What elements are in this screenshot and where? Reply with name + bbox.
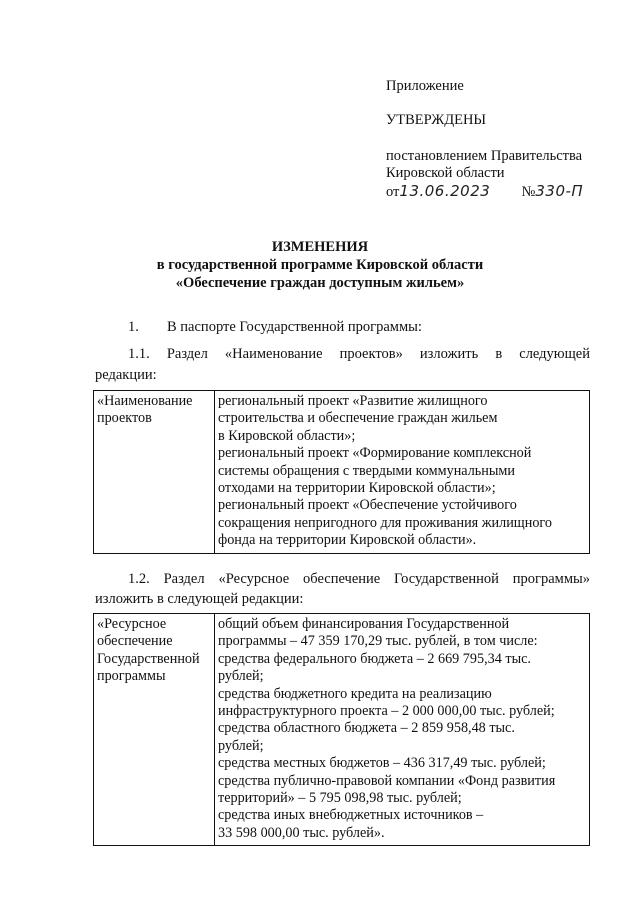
resolution-line-1: постановлением Правительства (386, 148, 583, 164)
item-1-text: В паспорте Государственной программы: (167, 319, 422, 335)
handwritten-number: 330-П (535, 182, 584, 200)
table-row (94, 391, 590, 554)
resources-label-cell: «Ресурсное обеспечение Государственной программы (94, 614, 215, 846)
resolution-date-line (386, 182, 583, 201)
handwritten-date: 13.06.2023 (399, 182, 491, 200)
item-1-1-text-line-1: 1.1. Раздел «Наименование проектов» изложить в следующей (128, 346, 590, 362)
document-title: ИЗМЕНЕНИЯ (271, 239, 369, 255)
appendix-label: Приложение (386, 78, 464, 94)
document-subtitle-line-2: «Обеспечение граждан доступным жильем» (175, 275, 465, 291)
projects-label-cell: «Наименование проектов (94, 391, 215, 554)
resources-value-cell: общий объем финансирования Государственной программы – 47 359 170,29 тыс. рублей, в том числе: средства федерального бюджета – 2 669 795,34 тыс. рублей; средства бюджетного кредита на реализацию инфраструктурного проекта – 2 000 000,00 тыс. рублей; средства областного бюджета – 2 859 958,48 тыс. рублей; средства местных бюджетов – 436 317,49 тыс. рублей; средства публично-правовой компании «Фонд развития территорий» – 5 795 098,98 тыс. рублей; средства иных внебюджетных источников – 33 598 000,00 тыс. рублей». (215, 614, 590, 846)
item-1-2-text-line-2: изложить в следующей редакции: (95, 591, 304, 607)
approved-label: УТВЕРЖДЕНЫ (386, 112, 487, 128)
projects-value-cell: региональный проект «Развитие жилищного строительства и обеспечение граждан жильем в Кировской области»; региональный проект «Формирование комплексной системы обращения с твердыми коммунальными отходами на территории Кировской области»; региональный проект «Обеспечение устойчивого сокращения непригодного для проживания жилищного фонда на территории Кировской области». (215, 391, 590, 554)
item-1-2-text-line-1: 1.2. Раздел «Ресурсное обеспечение Государственной программы» (128, 571, 590, 587)
projects-table (93, 390, 590, 554)
resolution-line-2: Кировской области (386, 165, 505, 181)
item-1-1-text-line-2: редакции: (95, 367, 157, 383)
table-row (94, 614, 590, 846)
item-1-number: 1. (128, 319, 139, 335)
resources-table (93, 613, 590, 846)
from-prefix: от (386, 184, 400, 200)
document-subtitle-line-1: в государственной программе Кировской области (156, 257, 484, 273)
number-prefix: № (521, 184, 536, 200)
